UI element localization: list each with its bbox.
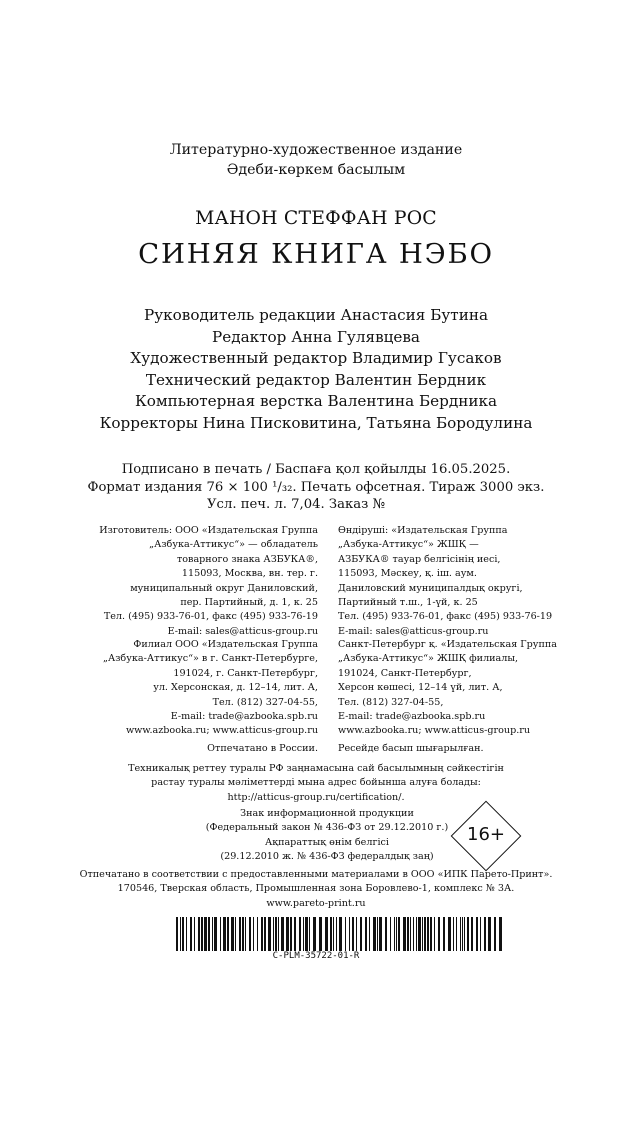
barcode-bar	[390, 917, 391, 951]
barcode-bar	[410, 917, 411, 951]
manufacturer-ru-line: Тел. (495) 933-76-01, факс (495) 933-76-19	[103, 611, 318, 623]
barcode-bar	[303, 917, 304, 951]
barcode-bar	[214, 917, 217, 951]
barcode-bar	[418, 917, 421, 951]
barcode-bar	[377, 917, 378, 951]
manufacturer-kz	[338, 524, 552, 639]
barcode-bar	[212, 917, 213, 951]
barcode-bar	[339, 917, 342, 951]
certification-line: растау туралы мәліметтерді мына адрес бойынша алуға болады:	[151, 777, 481, 789]
barcode-bar	[413, 917, 414, 951]
branch-kz-line: Тел. (812) 327-04-55,	[338, 696, 444, 708]
barcode-bar	[330, 917, 332, 951]
barcode-bar	[204, 917, 207, 951]
barcode-bar	[231, 917, 234, 951]
barcode-bar	[235, 917, 236, 951]
manufacturer-ru-line: E-mail: sales@atticus-group.ru	[167, 625, 318, 637]
barcode-bar	[352, 917, 354, 951]
barcode-bar	[379, 917, 382, 951]
info-sign-line: (29.12.2010 ж. № 436-ФЗ федералдық заң)	[220, 851, 434, 863]
barcode-bar	[239, 917, 241, 951]
barcode-bar	[198, 917, 200, 951]
certification-block	[0, 762, 632, 805]
barcode-bar	[398, 917, 400, 951]
barcode-bar	[427, 917, 429, 951]
credit-line: Компьютерная верстка Валентина Бердника	[134, 392, 498, 411]
info-sign-block	[204, 807, 450, 865]
branch-ru-line: E-mail: trade@azbooka.spb.ru	[170, 711, 318, 723]
branch-ru-line: Филиал ООО «Издательская Группа	[133, 639, 318, 650]
branch-kz-line: 191024, Санкт-Петербург,	[338, 667, 472, 679]
barcode-bar	[264, 917, 266, 951]
manufacturer-kz-line: АЗБУКА® тауар белгісінің иесі,	[338, 553, 501, 565]
barcode-bar	[349, 917, 350, 951]
info-sign-line: Ақпараттық өнім белгісі	[264, 836, 389, 848]
barcode-bar	[186, 917, 187, 951]
barcode-bar	[360, 917, 362, 951]
manufacturer-kz-line: Даниловский муниципалдық округі,	[338, 582, 523, 594]
manufacturer-kz-line: Тел. (495) 933-76-01, факс (495) 933-76-19	[338, 611, 553, 623]
barcode-bar	[208, 917, 210, 951]
barcode-bar	[227, 917, 229, 951]
barcode-bar	[220, 917, 221, 951]
printer-line: www.pareto-print.ru	[266, 897, 366, 909]
barcode-bar	[305, 917, 308, 951]
barcode-bar	[471, 917, 473, 951]
barcode-bar	[369, 917, 370, 951]
barcode-bar	[345, 917, 346, 951]
barcode-bar	[261, 917, 263, 951]
book-title: СИНЯЯ КНИГА НЭБО	[138, 238, 494, 270]
branch-ru-line: Тел. (812) 327-04-55,	[212, 696, 318, 708]
manufacturer-ru	[99, 524, 318, 639]
printed-in-kz: Ресейде басып шығарылған.	[338, 743, 484, 754]
barcode-bar	[407, 917, 409, 951]
barcode-bar	[194, 917, 195, 951]
print-info-block	[0, 461, 632, 514]
barcode-bar	[460, 917, 461, 951]
edition-type-kz: Әдеби-көркем басылым	[226, 162, 406, 178]
websites-ru: www.azbooka.ru; www.atticus-group.ru	[125, 725, 318, 736]
barcode-bar	[176, 917, 178, 951]
barcode-bar	[438, 917, 440, 951]
print-info-line: Усл. печ. л. 7,04. Заказ №	[207, 497, 385, 512]
barcode-bar	[434, 917, 435, 951]
barcode-bar	[249, 917, 251, 951]
edition-type-block	[0, 140, 632, 180]
barcode-bar	[223, 917, 226, 951]
barcode-bar	[356, 917, 357, 951]
barcode-bar	[273, 917, 274, 951]
branch-kz-line: Санкт-Петербург қ. «Издательская Группа	[338, 639, 557, 650]
credit-line: Руководитель редакции Анастасия Бутина	[143, 306, 489, 324]
barcode-bar	[313, 917, 316, 951]
barcode-bar	[190, 917, 192, 951]
barcode-bar	[336, 917, 337, 951]
barcode-bar	[290, 917, 292, 951]
print-info-line: Подписано в печать / Баспаға қол қойылды 16.05.2025.	[121, 462, 511, 477]
credit-line: Корректоры Нина Писковитина, Татьяна Бородулина	[99, 413, 533, 432]
barcode-bar	[294, 917, 296, 951]
manufacturer-kz-line: Өндіруші: «Издательская Группа	[338, 525, 508, 536]
printer-line: Отпечатано в соответствии с предоставленными материалами в ООО «ИПК Парето-Принт».	[79, 869, 553, 880]
barcode-bar	[333, 917, 334, 951]
barcode-bar	[365, 917, 367, 951]
barcode-bar	[494, 917, 496, 951]
barcode-bar	[462, 917, 463, 951]
manufacturer-kz-line: „Азбука-Аттикус“» ЖШҚ —	[338, 539, 479, 551]
barcode-bar	[424, 917, 426, 951]
manufacturer-ru-line: пер. Партийный, д. 1, к. 25	[180, 597, 318, 609]
barcode-bar	[422, 917, 423, 951]
credit-line: Технический редактор Валентин Бердник	[145, 370, 487, 389]
barcode-bar	[403, 917, 406, 951]
barcode-bar	[464, 917, 465, 951]
branch-ru-line: ул. Херсонская, д. 12–14, лит. А,	[153, 682, 318, 694]
manufacturer-ru-line: Изготовитель: ООО «Издательская Группа	[99, 525, 318, 536]
manufacturer-kz-line: 115093, Мәскеу, қ. іш. аум.	[338, 568, 477, 580]
barcode	[176, 917, 504, 953]
barcode-bar	[499, 917, 502, 951]
barcode-bar	[394, 917, 395, 951]
credit-line: Художественный редактор Владимир Гусаков	[130, 349, 502, 368]
barcode-bar	[453, 917, 454, 951]
barcode-bar	[180, 917, 181, 951]
barcode-bar	[467, 917, 469, 951]
branch-kz-line: E-mail: trade@azbooka.spb.ru	[338, 711, 486, 723]
barcode-bar	[268, 917, 271, 951]
barcode-bar	[299, 917, 301, 951]
branch-ru-line: 191024, г. Санкт-Петербург,	[173, 667, 318, 679]
barcode-bar	[242, 917, 244, 951]
info-sign-line: (Федеральный закон № 436-ФЗ от 29.12.2010 г.)	[205, 822, 449, 834]
barcode-bar	[484, 917, 486, 951]
printed-in-ru: Отпечатано в России.	[207, 743, 318, 754]
credit-line: Редактор Анна Гулявцева	[212, 327, 420, 346]
printer-line: 170546, Тверская область, Промышленная зона Боровлево-1, комплекс № 3А.	[117, 883, 515, 895]
barcode-bar	[286, 917, 289, 951]
barcode-bar	[480, 917, 481, 951]
credits-block	[0, 305, 632, 435]
barcode-bar	[325, 917, 328, 951]
barcode-bar	[309, 917, 310, 951]
branch-kz-line: Херсон көшесі, 12–14 үй, лит. А,	[338, 682, 503, 694]
barcode-bar	[182, 917, 184, 951]
barcode-bar	[281, 917, 284, 951]
certification-line: Техникалық реттеу туралы РФ заңнамасына сай басылымның сәйкестігін	[128, 763, 504, 774]
barcode-bar	[253, 917, 254, 951]
barcode-bar	[443, 917, 445, 951]
manufacturer-ru-line: товарного знака АЗБУКА®,	[176, 553, 318, 565]
branch-kz	[338, 638, 557, 724]
barcode-bar	[476, 917, 478, 951]
barcode-bar	[275, 917, 277, 951]
author-name: МАНОН СТЕФФАН РОС	[195, 208, 437, 229]
barcode-bar	[245, 917, 246, 951]
info-sign-line: Знак информационной продукции	[240, 808, 414, 819]
branch-ru-line: „Азбука-Аттикус“» в г. Санкт-Петербурге,	[102, 653, 318, 665]
age-rating: 16+	[467, 824, 505, 845]
manufacturer-ru-line: „Азбука-Аттикус“» — обладатель	[149, 539, 318, 551]
barcode-bar	[488, 917, 491, 951]
barcode-bar	[448, 917, 451, 951]
manufacturer-ru-line: муниципальный округ Даниловский,	[130, 582, 318, 594]
barcode-bar	[456, 917, 457, 951]
barcode-bar	[396, 917, 397, 951]
barcode-bar	[278, 917, 279, 951]
certification-line: http://atticus-group.ru/certification/.	[227, 791, 405, 803]
branch-ru	[103, 638, 318, 724]
barcode-bar	[416, 917, 417, 951]
printer-block	[0, 868, 632, 911]
barcode-bar	[319, 917, 322, 951]
websites-kz: www.azbooka.ru; www.atticus-group.ru	[338, 725, 531, 736]
barcode-bar	[201, 917, 203, 951]
barcode-bar	[373, 917, 376, 951]
manufacturer-kz-line: E-mail: sales@atticus-group.ru	[338, 625, 489, 637]
barcode-bar	[430, 917, 432, 951]
barcode-bar	[257, 917, 258, 951]
branch-kz-line: „Азбука-Аттикус“» ЖШҚ филиалы,	[338, 653, 519, 665]
barcode-text: C-PLM-35722-01-R	[272, 951, 360, 961]
manufacturer-ru-line: 115093, Москва, вн. тер. г.	[181, 568, 318, 580]
print-info-line: Формат издания 76 × 100 ¹/₃₂. Печать офсетная. Тираж 3000 экз.	[87, 479, 545, 495]
barcode-bar	[385, 917, 387, 951]
manufacturer-kz-line: Партийный т.ш., 1-үй, к. 25	[338, 597, 478, 609]
edition-type-ru: Литературно-художественное издание	[169, 142, 463, 158]
